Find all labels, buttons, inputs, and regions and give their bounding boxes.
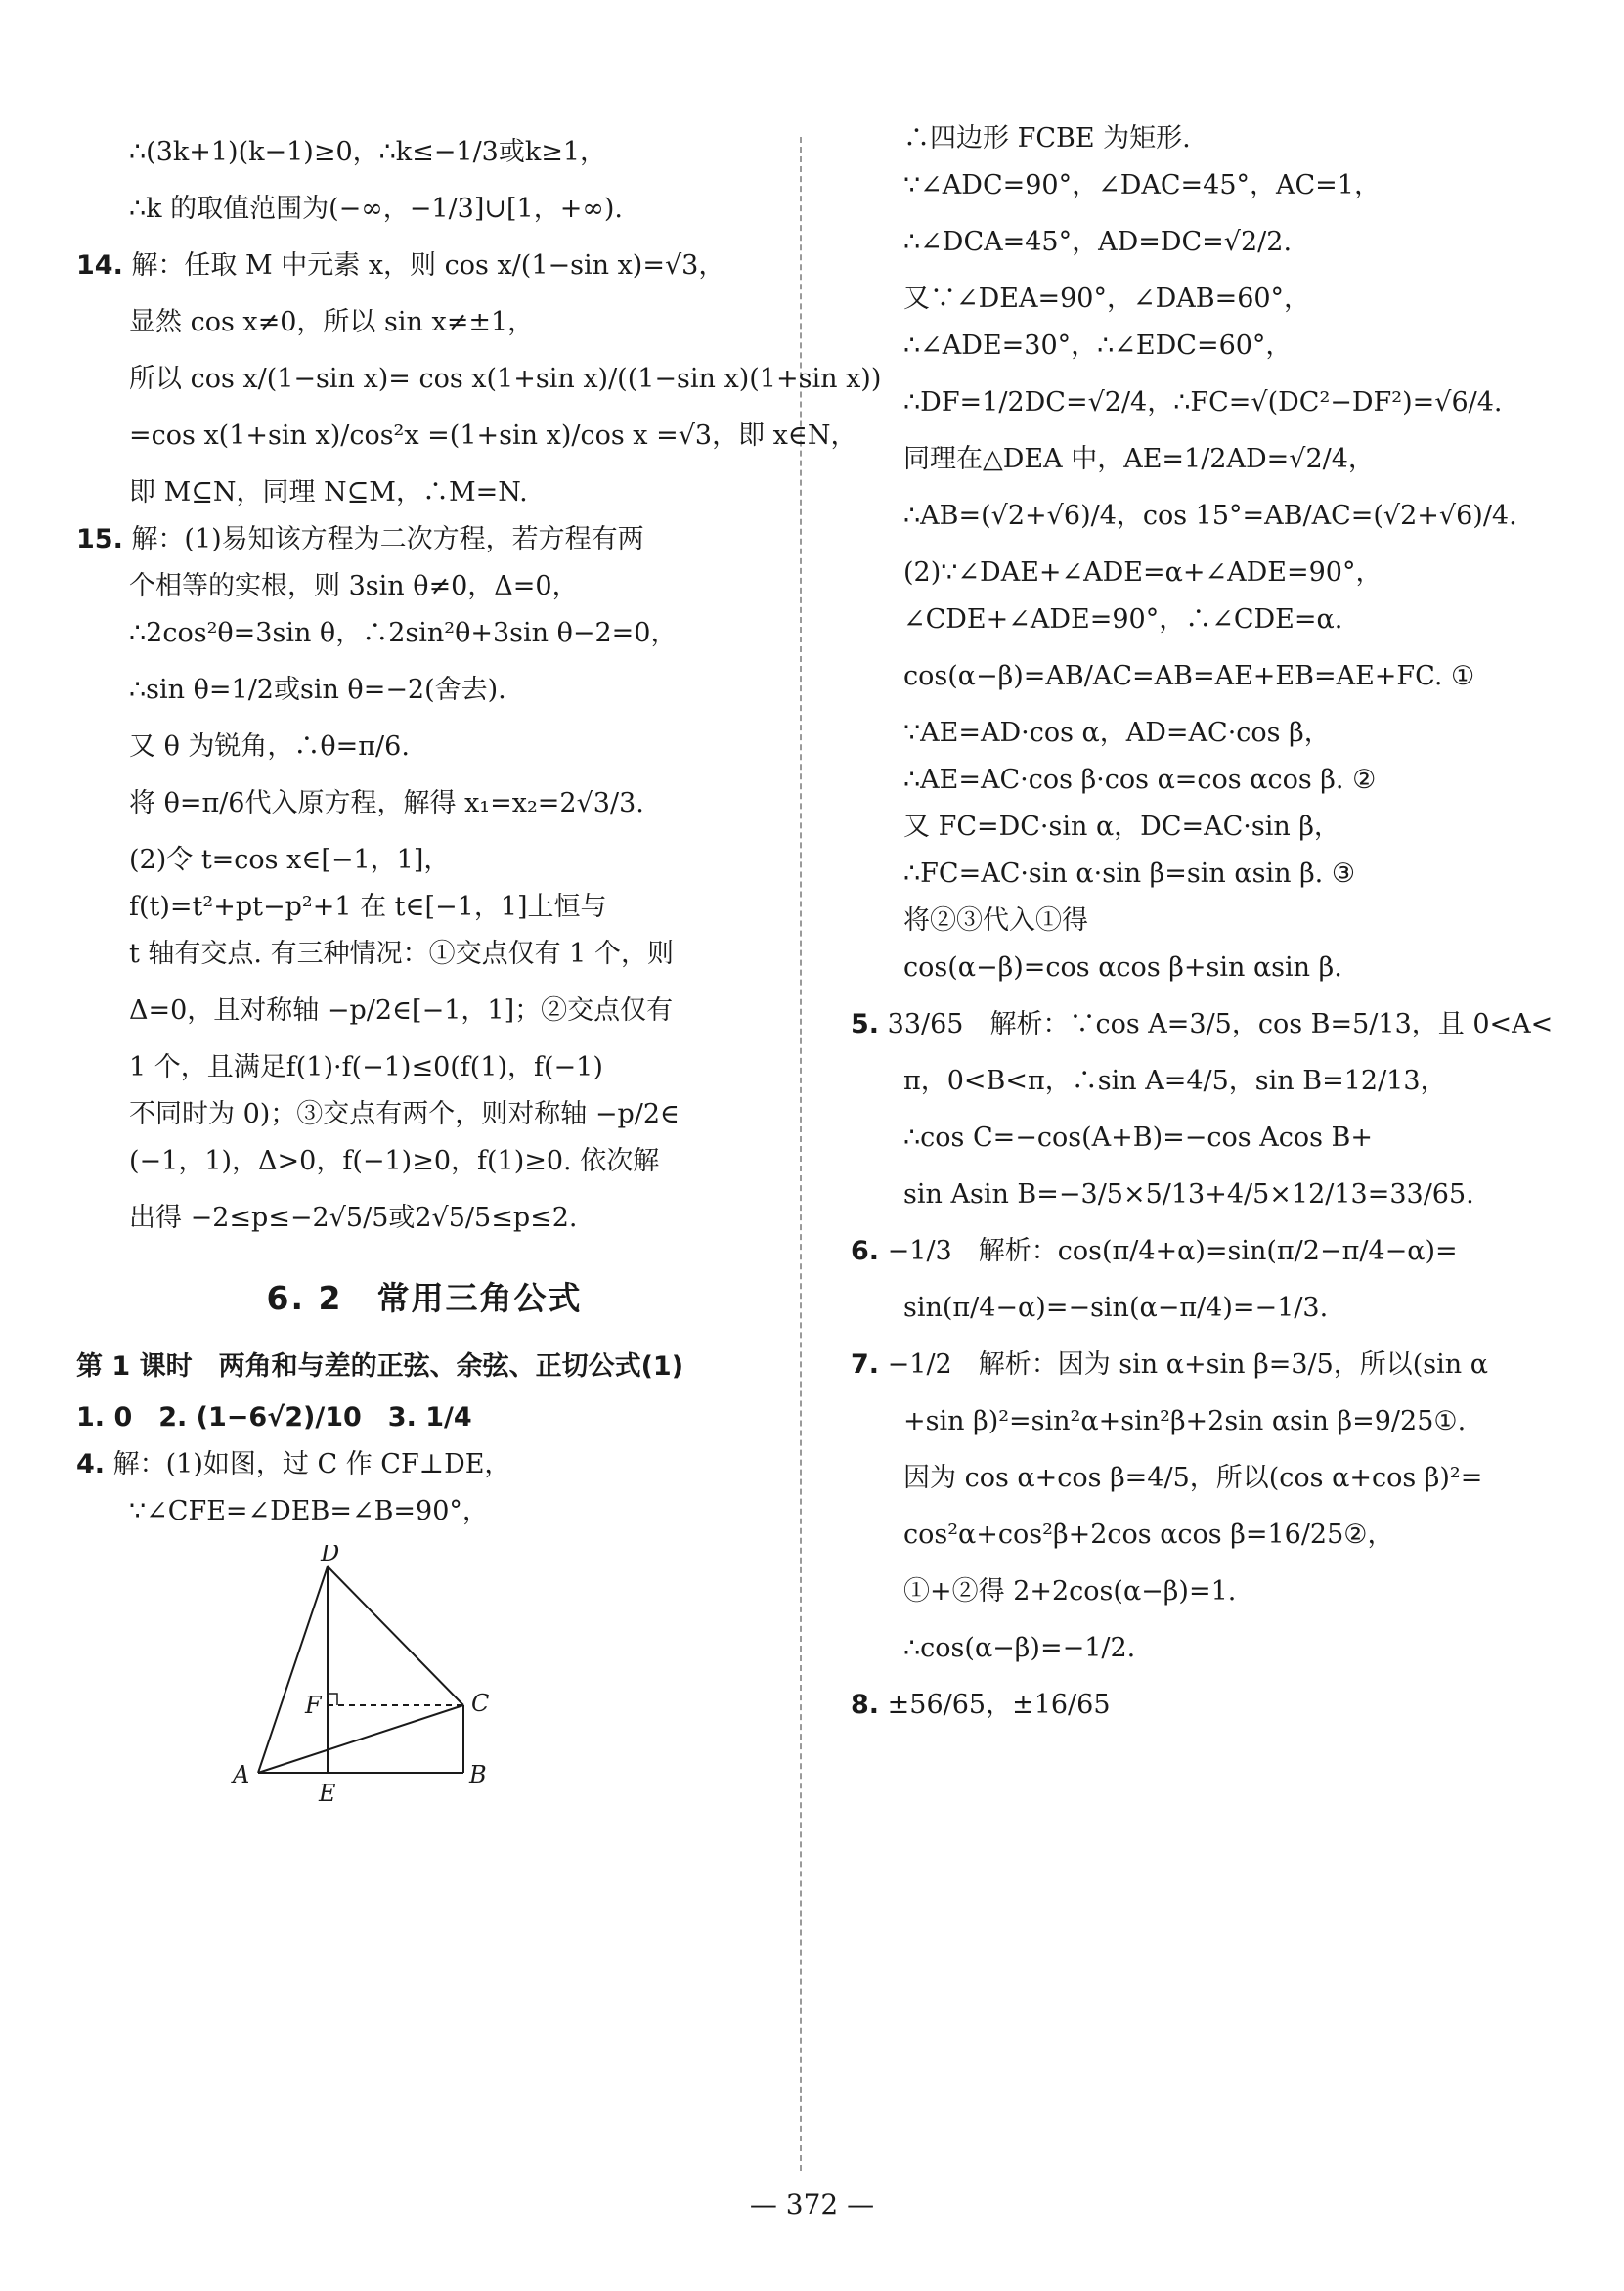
question-15 xyxy=(76,518,772,1240)
question-14 xyxy=(76,244,882,514)
segment-AD xyxy=(258,1566,328,1773)
answer-line: (2)∵∠DAE+∠ADE=α+∠ADE=90°， xyxy=(903,557,1383,588)
question-8 xyxy=(851,1684,1535,1727)
segment-DC xyxy=(328,1566,463,1705)
answer-line: ∴AB=(√2+√6)/4，cos 15°=AB/AC=(√2+√6)/4. xyxy=(903,501,1517,531)
answer-line: ①+②得 2+2cos(α−β)=1. xyxy=(903,1576,1237,1607)
label-F: F xyxy=(305,1692,322,1719)
answer-line: 所以 cos x/(1−sin x)= cos x(1+sin x)/((1−sin x)(1+sin x)) xyxy=(129,364,882,394)
label-C: C xyxy=(471,1690,490,1717)
answer-line: π，0<B<π，∴sin A=4/5，sin B=12/13， xyxy=(903,1066,1447,1096)
answer-line: Δ=0，且对称轴 −p/2∈[−1，1]；②交点仅有 xyxy=(129,995,674,1026)
answer-line: ∴∠ADE=30°，∴∠EDC=60°， xyxy=(903,330,1293,361)
answer-line: 1 个，且满足f(1)·f(−1)≤0(f(1)，f(−1) xyxy=(129,1052,603,1082)
answer-text: 1. 0 2. (1−6√2)/10 3. 1/4 xyxy=(76,1402,472,1432)
answer-line: ∵AE=AD·cos α，AD=AC·cos β， xyxy=(903,718,1331,748)
answer-line: ∴(3k+1)(k−1)≥0，∴k≤−1/3或k≥1， xyxy=(129,137,607,167)
answer-line: ∵∠CFE=∠DEB=∠B=90°， xyxy=(129,1496,489,1526)
answer-line: ∴四边形 FCBE 为矩形. xyxy=(903,123,1191,154)
right-column xyxy=(851,117,1554,1740)
answer-line: ∴DF=1/2DC=√2/4，∴FC=√(DC²−DF²)=√6/4. xyxy=(903,387,1503,418)
answer-line: ∴sin θ=1/2或sin θ=−2(舍去). xyxy=(129,675,506,705)
answer-text: 解：(1)如图，过 C 作 CF⊥DE， xyxy=(112,1449,511,1479)
answer-line xyxy=(851,1684,1535,1727)
geometry-figure xyxy=(223,1545,594,1809)
question-4 xyxy=(76,1443,772,1533)
question-number: 5. xyxy=(851,1009,880,1039)
question-6 xyxy=(851,1230,1535,1330)
figure-lines xyxy=(258,1566,463,1773)
answer-line: ∴FC=AC·sin α·sin β=sin αsin β. ③ xyxy=(903,859,1356,889)
answer-line xyxy=(76,518,772,561)
answer-line: 将②③代入①得 xyxy=(903,905,1088,936)
answer-line: 显然 cos x≠0，所以 sin x≠±1， xyxy=(129,307,535,337)
answer-text: 解：任取 M 中元素 x，则 cos x/(1−sin x)=√3， xyxy=(131,250,725,281)
answer-line: 个相等的实根，则 3sin θ≠0，Δ=0， xyxy=(129,571,579,601)
question-number: 6. xyxy=(851,1236,880,1266)
answer-text: ±56/65，±16/65 xyxy=(887,1690,1111,1720)
question-7 xyxy=(851,1344,1535,1670)
answer-line: cos(α−β)=cos αcos β+sin αsin β. xyxy=(903,952,1342,983)
answer-line: t 轴有交点. 有三种情况：①交点仅有 1 个，则 xyxy=(129,939,674,969)
answer-line: cos(α−β)=AB/AC=AB=AE+EB=AE+FC. ① xyxy=(903,661,1475,691)
answer-text: −1/3 解析：cos(π/4+α)=sin(π/2−π/4−α)= xyxy=(887,1236,1458,1266)
label-E: E xyxy=(319,1780,336,1807)
answer-line: ∵∠ADC=90°，∠DAC=45°，AC=1， xyxy=(903,170,1381,200)
answer-line: (−1，1)，Δ>0，f(−1)≥0，f(1)≥0. 依次解 xyxy=(129,1146,660,1176)
answer-line: =cos x(1+sin x)/cos²x =(1+sin x)/cos x =√3，即 x∈N， xyxy=(129,420,857,451)
lesson-title: 第 1 课时 两角和与差的正弦、余弦、正切公式(1) xyxy=(76,1351,684,1382)
answer-line: 又 FC=DC·sin α，DC=AC·sin β， xyxy=(903,812,1340,842)
answer-line xyxy=(76,244,772,287)
answer-line: ∴∠DCA=45°，AD=DC=√2/2. xyxy=(903,227,1293,257)
label-B: B xyxy=(469,1761,487,1788)
left-column xyxy=(76,117,882,1813)
answer-line: 即 M⊆N，同理 N⊆M，∴M=N. xyxy=(129,477,528,507)
answer-line xyxy=(851,1344,1535,1387)
answer-text: 33/65 解析：∵cos A=3/5，cos B=5/13，且 0<A< xyxy=(887,1009,1554,1039)
answer-line xyxy=(76,1443,772,1486)
question-number: 4. xyxy=(76,1449,106,1479)
question-number: 14. xyxy=(76,250,123,281)
answer-line: cos²α+cos²β+2cos αcos β=16/25②， xyxy=(903,1520,1394,1550)
answer-line: 不同时为 0)；③交点有两个，则对称轴 −p/2∈ xyxy=(129,1099,680,1129)
answer-text: 解：(1)易知该方程为二次方程，若方程有两 xyxy=(131,524,644,554)
answer-line: 将 θ=π/6代入原方程，解得 x₁=x₂=2√3/3. xyxy=(129,788,644,818)
section-title: 6. 2 常用三角公式 xyxy=(266,1279,583,1317)
answer-line: 又∵∠DEA=90°，∠DAB=60°， xyxy=(903,284,1311,314)
answer-text: −1/2 解析：因为 sin α+sin β=3/5，所以(sin α xyxy=(887,1349,1488,1380)
question-number: 8. xyxy=(851,1690,880,1720)
segment-AC xyxy=(258,1705,463,1773)
answer-line: ∴k 的取值范围为(−∞，−1/3]∪[1，+∞). xyxy=(129,194,623,224)
question-number: 15. xyxy=(76,524,123,554)
answers-1-3 xyxy=(76,1396,772,1439)
answer-line: 出得 −2≤p≤−2√5/5或2√5/5≤p≤2. xyxy=(129,1203,578,1233)
answer-line: ∴2cos²θ=3sin θ，∴2sin²θ+3sin θ−2=0， xyxy=(129,618,678,648)
answer-line: sin(π/4−α)=−sin(α−π/4)=−1/3. xyxy=(903,1293,1329,1323)
answer-line: 因为 cos α+cos β=4/5，所以(cos α+cos β)²= xyxy=(903,1463,1483,1493)
right-angle-mark xyxy=(328,1694,337,1705)
page-number: — 372 — xyxy=(749,2188,875,2221)
label-A: A xyxy=(233,1761,250,1788)
question-5 xyxy=(851,1003,1554,1216)
answer-line: 同理在△DEA 中，AE=1/2AD=√2/4， xyxy=(903,444,1375,474)
answer-line: 又 θ 为锐角，∴θ=π/6. xyxy=(129,731,410,762)
answer-line: ∴cos C=−cos(A+B)=−cos Acos B+ xyxy=(903,1123,1374,1153)
answer-line: ∴AE=AC·cos β·cos α=cos αcos β. ② xyxy=(903,765,1377,795)
answer-line: sin Asin B=−3/5×5/13+4/5×12/13=33/65. xyxy=(903,1179,1474,1210)
label-D: D xyxy=(321,1545,340,1566)
answer-line xyxy=(851,1003,1554,1046)
answer-line: f(t)=t²+pt−p²+1 在 t∈[−1，1]上恒与 xyxy=(129,892,607,922)
answer-line xyxy=(851,1230,1535,1273)
answer-line: ∠CDE+∠ADE=90°，∴∠CDE=α. xyxy=(903,604,1343,635)
answer-line: (2)令 t=cos x∈[−1，1]， xyxy=(129,845,451,875)
question-number: 7. xyxy=(851,1349,880,1380)
answer-line: +sin β)²=sin²α+sin²β+2sin αsin β=9/25①. xyxy=(903,1406,1467,1436)
answer-line: ∴cos(α−β)=−1/2. xyxy=(903,1633,1136,1663)
